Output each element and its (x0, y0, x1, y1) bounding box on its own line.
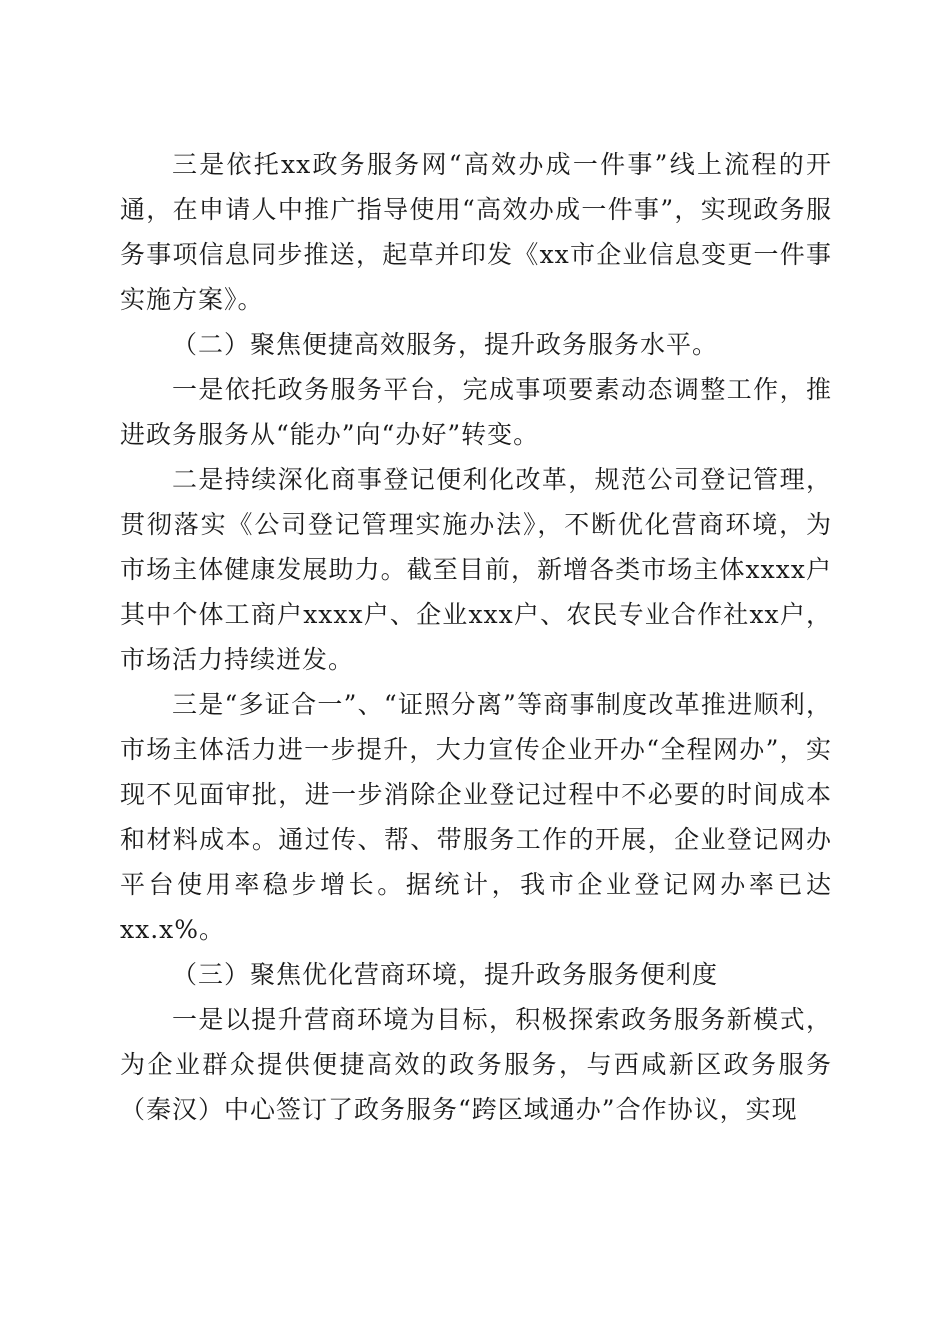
paragraph-platform: 一是依托政务服务平台，完成事项要素动态调整工作，推进政务服务从“能办”向“办好”转变。 (120, 375, 832, 449)
paragraph-commercial-registration: 二是持续深化商事登记便利化改革，规范公司登记管理，贯彻落实《公司登记管理实施办法》，不断优化营商环境，为市场主体健康发展助力。截至目前，新增各类市场主体xxxx户其中个体工商户xxxx户、企业xxx户、农民专业合作社xx户，市场活力持续迸发。 (120, 465, 832, 674)
paragraph-business-environment: 一是以提升营商环境为目标，积极探索政务服务新模式，为企业群众提供便捷高效的政务服务，与西咸新区政务服务（秦汉）中心签订了政务服务“跨区域通办”合作协议，实现 (120, 1005, 832, 1124)
document-body (120, 142, 832, 1132)
section-heading-3: （三）聚焦优化营商环境，提升政务服务便利度 (172, 960, 719, 989)
section-heading-2: （二）聚焦便捷高效服务，提升政务服务水平。 (172, 330, 719, 359)
paragraph-online-process: 三是依托xx政务服务网“高效办成一件事”线上流程的开通，在申请人中推广指导使用“高效办成一件事”，实现政务服务事项信息同步推送，起草并印发《xx市企业信息变更一件事实施方案》。 (120, 150, 832, 314)
paragraph-reform: 三是“多证合一”、“证照分离”等商事制度改革推进顺利，市场主体活力进一步提升，大力宣传企业开办“全程网办”，实现不见面审批，进一步消除企业登记过程中不必要的时间成本和材料成本。通过传、帮、带服务工作的开展，企业登记网办平台使用率稳步增长。据统计，我市企业登记网办率已达xx.x%。 (120, 690, 832, 944)
